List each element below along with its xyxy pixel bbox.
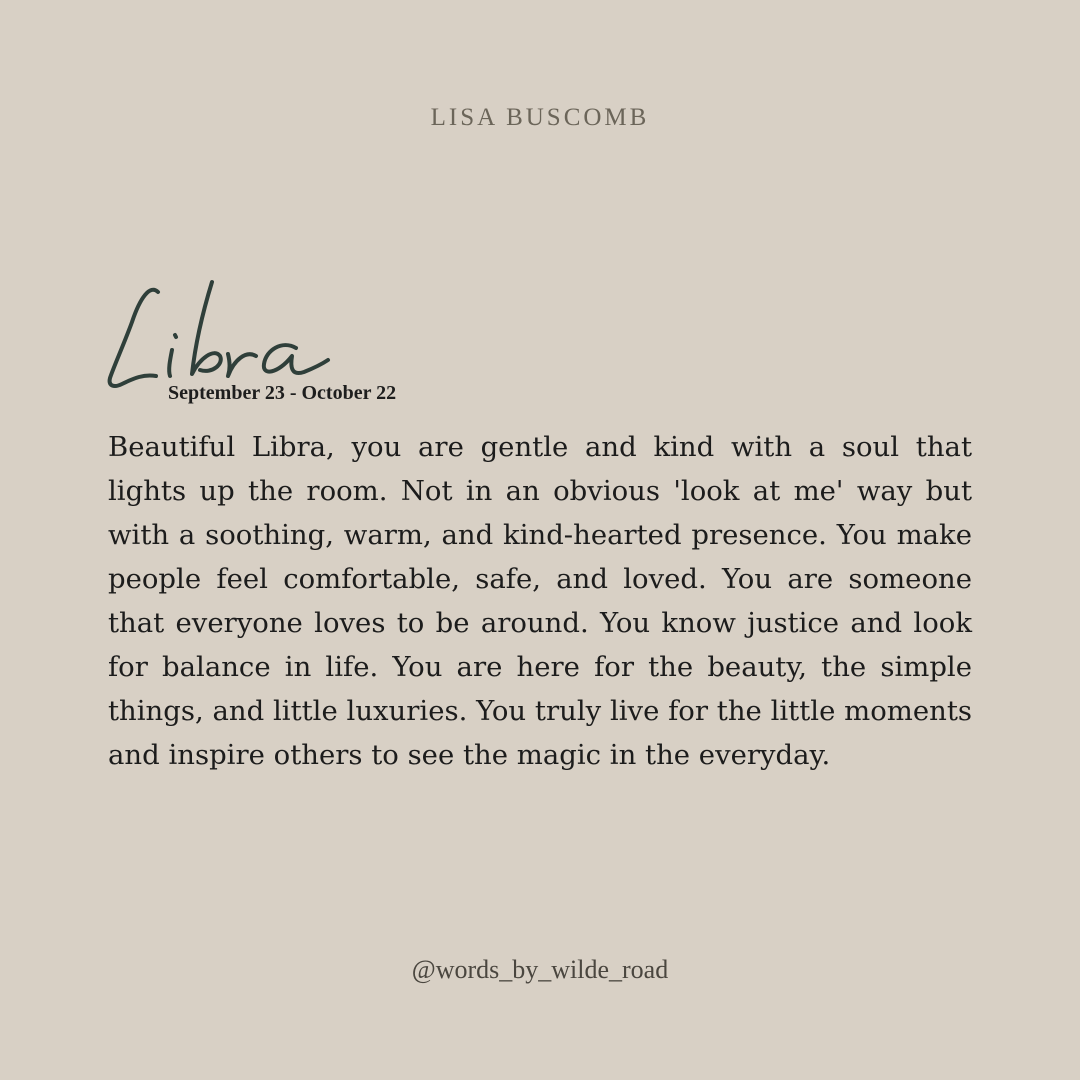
sign-description: Beautiful Libra, you are gentle and kind with a soul that lights up the room. Not in an obvious 'look at me' way but with a soothing, warm, and kind-hearted presence. You make people feel comfortable, safe, and loved. You are someone that everyone loves to be around. You know justice and look for balance in life. You are here for the beauty, the simple things, and little luxuries. You truly live for the little moments and inspire others to see the magic in the everyday.	[108, 431, 972, 771]
sign-dates: September 23 - October 22	[168, 382, 397, 404]
sign-title-script	[100, 278, 340, 393]
author-name: LISA BUSCOMB	[430, 104, 650, 131]
social-handle: @words_by_wilde_road	[411, 955, 669, 984]
